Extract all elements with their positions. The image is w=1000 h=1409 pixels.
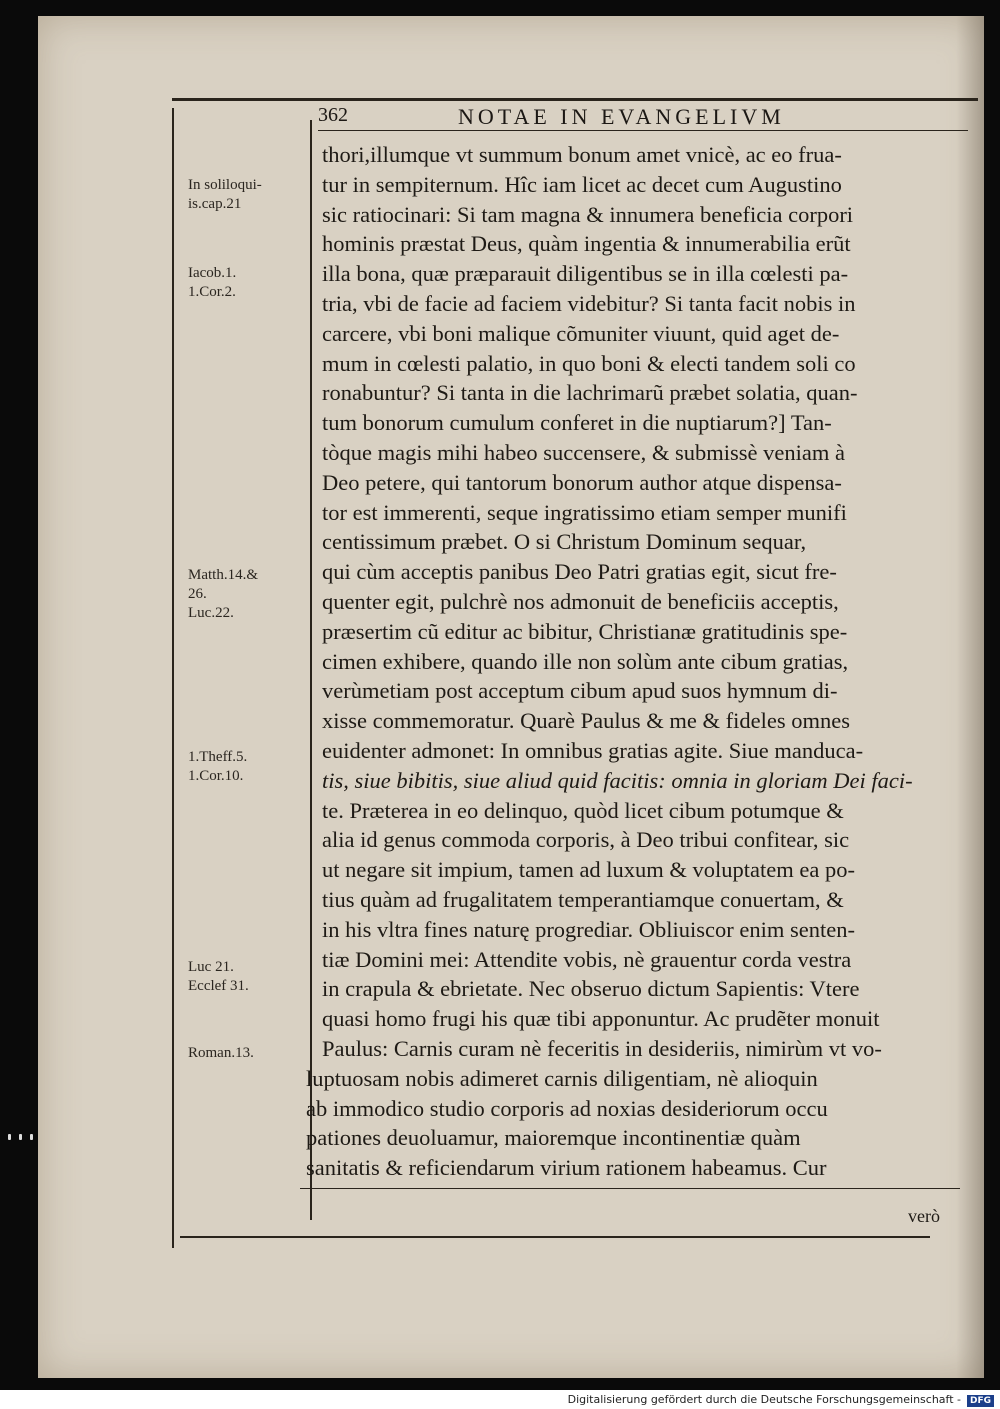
margin-left-rule [172, 108, 174, 1248]
digitization-footer [0, 1390, 1000, 1409]
text-line: sic ratiocinari: Si tam magna & innumera beneficia corpori [322, 201, 854, 227]
footer-credit: Digitalisierung gefördert durch die Deutsche Forschungsgemeinschaft - [567, 1393, 961, 1406]
text-line: quenter egit, pulchrè nos admonuit de beneficiis acceptis, [322, 588, 839, 614]
text-bottom-rule [300, 1188, 960, 1189]
text-line: hominis præstat Deus, quàm ingentia & innumerabilia erũt [322, 231, 851, 257]
margin-note: Roman.13. [188, 1045, 254, 1061]
text-line: euidenter admonet: In omnibus gratias agite. Siue manduca- [322, 737, 864, 763]
text-line: in his vltra fines naturę progrediar. Obliuiscor enim senten- [322, 916, 855, 942]
text-line: ronabuntur? Si tanta in die lachrimarũ præbet solatia, quan- [322, 380, 858, 406]
page-bottom-rule [180, 1236, 930, 1238]
main-text [306, 140, 972, 1183]
text-line: tius quàm ad frugalitatem temperantiamque conuertam, & [322, 886, 844, 912]
margin-note: Luc 21. Ecclef 31. [188, 959, 249, 994]
text-line: tiæ Domini mei: Attendite vobis, nè grauentur corda vestra [322, 946, 852, 972]
running-title: NOTAE IN EVANGELIVM [458, 104, 785, 129]
text-line: te. Præterea in eo delinquo, quòd licet cibum potumque & [322, 797, 844, 823]
header-rule [318, 130, 968, 131]
text-line: qui cùm acceptis panibus Deo Patri gratias egit, sicut fre- [322, 559, 837, 585]
text-line: verùmetiam post acceptum cibum apud suos hymnum di- [322, 678, 838, 704]
margin-note: Matth.14.& 26. Luc.22. [188, 567, 258, 621]
text-line: quasi homo frugi his quæ tibi apponuntur. Ac prudẽter monuit [322, 1006, 880, 1032]
text-line: tor est immerenti, seque ingratissimo etiam semper munifi [322, 499, 847, 525]
text-line: tur in sempiternum. Hîc iam licet ac decet cum Augustino [322, 171, 842, 197]
text-line: tis, siue bibitis, siue aliud quid facitis: omnia in gloriam Dei faci- [322, 767, 913, 793]
text-line: tum bonorum cumulum conferet in die nuptiarum?] Tan- [322, 410, 832, 436]
text-line: in crapula & ebrietate. Nec obseruo dictum Sapientis: Vtere [322, 976, 860, 1002]
text-line: xisse commemoratur. Quarè Paulus & me & fideles omnes [322, 708, 851, 734]
text-line: carcere, vbi boni malique cõmuniter viuunt, quid aget de- [322, 320, 840, 346]
text-line: pationes deuoluamur, maioremque incontinentiæ quàm [306, 1125, 801, 1151]
dfg-logo: DFG [967, 1395, 994, 1407]
text-line: cimen exhibere, quando ille non solùm ante cibum gratias, [322, 648, 849, 674]
margin-note: 1.Theff.5. 1.Cor.10. [188, 749, 248, 784]
text-line: Paulus: Carnis curam nè feceritis in desideriis, nimirùm vt vo- [322, 1035, 882, 1061]
page-number: 362 [318, 104, 348, 126]
text-line: thori,illumque vt summum bonum amet vnicè, ac eo frua- [322, 142, 842, 167]
text-line: illa bona, quæ præparauit diligentibus se in illa cœlesti pa- [322, 261, 849, 287]
running-header [318, 104, 968, 130]
text-line: centissimum præbet. O si Christum Dominum sequar, [322, 529, 807, 555]
catchword: verò [908, 1206, 940, 1226]
text-line: sanitatis & reficiendarum virium rationem habeamus. Cur [306, 1155, 827, 1181]
text-line: Deo petere, qui tantorum bonorum author atque dispensa- [322, 469, 842, 495]
text-line: mum in cœlesti palatio, in quo boni & electi tandem soli co [322, 350, 856, 376]
text-line: tòque magis mihi habeo succensere, & submissè veniam à [322, 439, 845, 465]
top-rule [172, 98, 978, 101]
text-line: præsertim cũ editur ac bibitur, Christianæ gratitudinis spe- [322, 618, 848, 644]
scan-edge-marks [8, 1125, 41, 1144]
margin-note: In soliloqui- is.cap.21 [188, 177, 262, 212]
text-line: ab immodico studio corporis ad noxias desideriorum occu [306, 1095, 828, 1121]
margin-right-rule [310, 120, 312, 1220]
text-line: tria, vbi de facie ad faciem videbitur? Si tanta facit nobis in [322, 290, 856, 316]
text-line: ut negare sit impium, tamen ad luxum & voluptatem ea po- [322, 857, 856, 883]
text-line: alia id genus commoda corporis, à Deo tribui confitear, sic [322, 827, 850, 853]
text-line: luptuosam nobis adimeret carnis diligentiam, nè alioquin [306, 1065, 818, 1091]
margin-note: Iacob.1. 1.Cor.2. [188, 265, 237, 300]
